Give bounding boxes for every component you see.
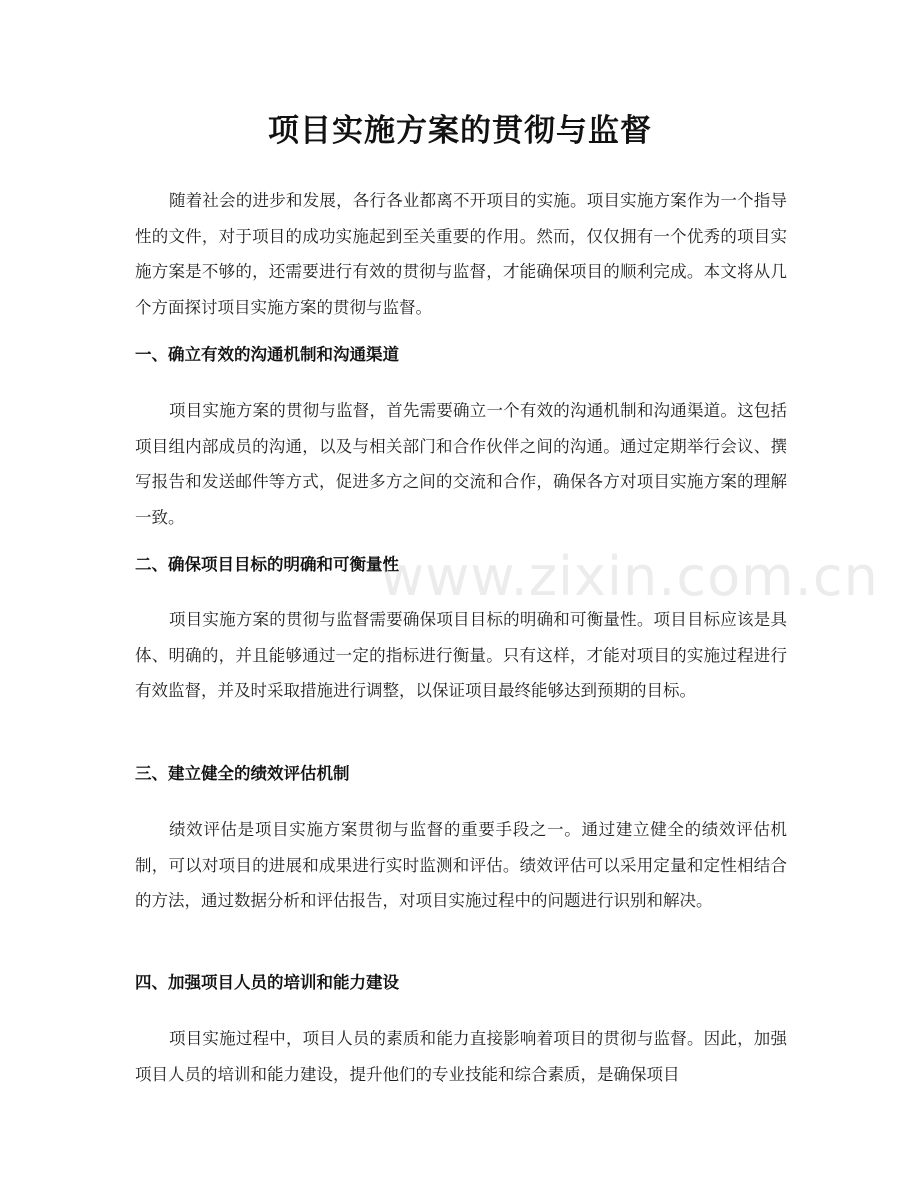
section-4-body: 项目实施过程中，项目人员的素质和能力直接影响着项目的贯彻与监督。因此，加强项目人员的培训和能力建设，提升他们的专业技能和综合素质，是确保项目	[135, 1029, 787, 1084]
section-3-body: 绩效评估是项目实施方案贯彻与监督的重要手段之一。通过建立健全的绩效评估机制，可以对项目的进展和成果进行实时监测和评估。绩效评估可以采用定量和定性相结合的方法，通过数据分析和评估报告，对项目实施过程中的问题进行识别和解决。	[135, 820, 787, 910]
section-3-heading: 三、建立健全的绩效评估机制	[135, 764, 350, 783]
intro-paragraph: 随着社会的进步和发展，各行各业都离不开项目的实施。项目实施方案作为一个指导性的文件，对于项目的成功实施起到至关重要的作用。然而，仅仅拥有一个优秀的项目实施方案是不够的，还需要进行有效的贯彻与监督，才能确保项目的顺利完成。本文将从几个方面探讨项目实施方案的贯彻与监督。	[135, 191, 787, 317]
section-2-heading: 二、确保项目目标的明确和可衡量性	[135, 555, 399, 574]
section-4-heading: 四、加强项目人员的培训和能力建设	[135, 973, 399, 992]
section-2-body: 项目实施方案的贯彻与监督需要确保项目目标的明确和可衡量性。项目目标应该是具体、明确的，并且能够通过一定的指标进行衡量。只有这样，才能对项目的实施过程进行有效监督，并及时采取措施进行调整，以保证项目最终能够达到预期的目标。	[135, 610, 787, 700]
document-title: 项目实施方案的贯彻与监督	[268, 113, 652, 149]
section-1-body: 项目实施方案的贯彻与监督，首先需要确立一个有效的沟通机制和沟通渠道。这包括项目组内部成员的沟通，以及与相关部门和合作伙伴之间的沟通。通过定期举行会议、撰写报告和发送邮件等方式，促进多方之间的交流和合作，确保各方对项目实施方案的理解一致。	[135, 401, 787, 527]
section-1-heading: 一、确立有效的沟通机制和沟通渠道	[135, 345, 399, 364]
watermark-text: www.zixin.com.cn	[380, 545, 879, 608]
